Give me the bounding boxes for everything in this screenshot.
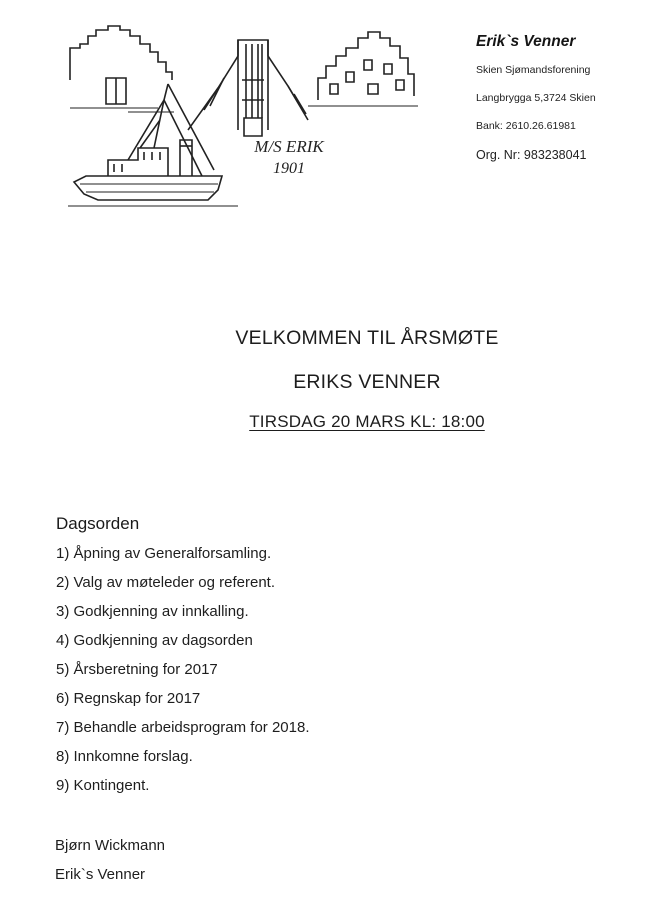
agenda-item: 2) Valg av møteleder og referent.: [56, 574, 275, 591]
agenda-item: 5) Årsberetning for 2017: [56, 661, 218, 678]
agenda-item: 1) Åpning av Generalforsamling.: [56, 545, 272, 562]
org-subtitle: Skien Sjømandsforening: [476, 64, 591, 76]
meeting-date: [0, 412, 660, 432]
club-heading: ERIKS VENNER: [293, 371, 441, 393]
agenda-item: 8) Innkomne forslag.: [56, 748, 193, 765]
org-bank: Bank: 2610.26.61981: [476, 120, 576, 132]
organization-info: [476, 33, 656, 178]
org-name: Erik`s Venner: [476, 33, 576, 50]
agenda-list: [56, 544, 576, 805]
agenda-item: 6) Regnskap for 2017: [56, 690, 201, 707]
meeting-date-text: TIRSDAG 20 MARS KL: 18:00: [249, 412, 485, 431]
org-address: Langbrygga 5,3724 Skien: [476, 92, 596, 104]
agenda-item: 4) Godkjenning av dagsorden: [56, 632, 253, 649]
signature-name: Bjørn Wickmann: [55, 837, 166, 854]
logo-ship-name: M/S ERIK: [254, 137, 324, 156]
agenda-item: 7) Behandle arbeidsprogram for 2018.: [56, 719, 310, 736]
signature-block: [55, 836, 165, 894]
agenda-section: [56, 514, 576, 805]
agenda-item: 3) Godkjenning av innkalling.: [56, 603, 249, 620]
agenda-title: Dagsorden: [56, 514, 140, 533]
welcome-heading: VELKOMMEN TIL ÅRSMØTE: [235, 327, 499, 349]
signature-org: Erik`s Venner: [55, 866, 146, 883]
org-number: Org. Nr: 983238041: [476, 148, 587, 162]
agenda-item: 9) Kontingent.: [56, 777, 150, 794]
logo-year: 1901: [273, 160, 305, 177]
ms-erik-logo-drawing: [68, 20, 430, 214]
